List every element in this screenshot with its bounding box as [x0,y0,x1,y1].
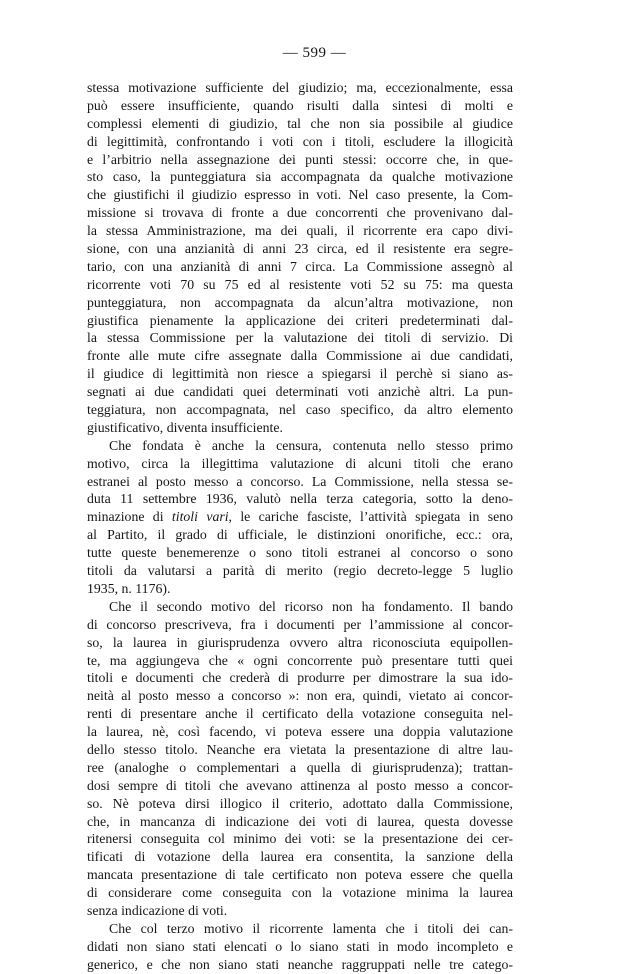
text-line-with-italic [87,508,513,526]
text-line: ricorrente voti 70 su 75 ed al resistente voti 52 su 75: ma questa [87,276,513,292]
paragraph-2 [87,437,513,598]
text-line: motivo, circa la illegittima valutazione di alcuni titoli che erano [87,455,513,471]
text-line: ree (analoghe o complementari a quella di giurisprudenza); trattan- [87,759,513,775]
text-line: fronte alle mute cifre assegnate dalla Commissione ai due candidati, [87,348,513,364]
text-line: di considerare come conseguita con la votazione minima la laurea [87,885,513,901]
text-line: dosi sempre di titoli che avevano attinenza al posto messo a concor- [87,777,513,793]
text-line: neità al posto messo a concorso »: non era, quindi, vietato ai concor- [87,688,513,704]
text-line: di concorso prescriveva, fra i documenti per l’ammissione al concor- [87,616,513,632]
text-line: tutte queste benemerenze o sono titoli estranei al concorso o sono [87,545,513,561]
text-line: il giudice di legittimità non riesce a spiegarsi il perchè si siano as- [87,366,513,382]
text-line: può essere insufficiente, quando risulti dalla sintesi di molti e [87,97,513,113]
text-line: giustifica pienamente la applicazione dei criteri predeterminati dal- [87,312,513,328]
text-line: senza indicazione di voti. [87,902,228,918]
text-line: generico, e che non siano stati neanche raggruppati nelle tre catego- [87,956,513,972]
text-segment: minazione di [87,509,172,525]
text-line: di legittimità, confrontando i voti con i titoli, escludere la illogicità [87,133,513,149]
text-line: mancata presentazione di tale certificato non poteva essere che quella [87,867,513,883]
text-line: dello stesso titolo. Neanche era vietata la presentazione di altre lau- [87,741,513,757]
text-line: renti di presentare anche il certificato della votazione conseguita nel- [87,706,513,722]
text-line: estranei al posto messo a concorso. La Commissione, nella stessa se- [87,473,513,489]
text-line: sione, con una anzianità di anni 23 circa, ed il resistente era segre- [87,241,513,257]
text-line: stessa motivazione sufficiente del giudizio; ma, eccezionalmente, essa [87,80,513,95]
text-line: so, la laurea in giurisprudenza ovvero altra riconosciuta equipollen- [87,634,513,650]
text-line: la stessa Commissione per la valutazione dei titoli di servizio. Di [87,330,513,346]
text-line: la laurea, nè, così facendo, vi poteva essere una doppia valutazione [87,724,513,740]
text-line: tario, con una anzianità di anni 7 circa. La Commissione assegnò al [87,258,513,274]
text-line: missione si trovava di fronte a due concorrenti che provenivano dal- [87,205,513,221]
text-line: duta 11 settembre 1936, valutò nella terza categoria, sotto la deno- [87,491,513,507]
body-text [87,79,513,974]
text-line: segnati ai due candidati quei determinati voti anzichè altri. La pun- [87,384,513,400]
text-line: che, in mancanza di indicazione dei voti di laurea, questa dovesse [87,813,513,829]
text-line: so. Nè poteva dirsi illogico il criterio, adottato dalla Commissione, [87,795,513,811]
text-line: la stessa Amministrazione, ma dei quali, il ricorrente era capo divi- [87,223,513,239]
text-line: 1935, n. 1176). [87,580,171,596]
text-line: teggiatura, non accompagnata, nel caso specifico, da altro elemento [87,402,513,418]
text-line: Che col terzo motivo il ricorrente lamenta che i titoli dei can- [109,920,513,936]
paragraph-3 [87,598,513,920]
paragraph-1 [87,79,513,437]
page-number: — 599 — [282,45,347,61]
text-line: punteggiatura, non accompagnata da alcun’altra motivazione, non [87,294,513,310]
text-line: che giustifichi il giudizio espresso in voti. Nel caso presente, la Com- [87,187,513,203]
text-line: ritenersi conseguita col minimo dei voti: se la presentazione dei cer- [87,831,513,847]
text-line: Che fondata è anche la censura, contenuta nello stesso primo [109,437,513,453]
text-line: e l’arbitrio nella assegnazione dei punti stessi: occorre che, in que- [87,151,513,167]
text-line: al Partito, il grado di ufficiale, le distinzioni onorifiche, ecc.: ora, [87,527,513,543]
text-segment: , le cariche fasciste, l’attività spiegata in seno [228,509,513,525]
text-line: Che il secondo motivo del ricorso non ha fondamento. Il bando [109,598,513,614]
text-line: tificati di votazione della laurea era consentita, la sanzione della [87,849,513,865]
text-line: sto caso, la punteggiatura sia accompagnata da qualche motivazione [87,169,513,185]
text-line: giustificativo, diventa insufficiente. [87,419,283,435]
paragraph-4 [87,920,513,974]
text-line: titoli da valutarsi a parità di merito (regio decreto-legge 5 luglio [87,563,513,579]
text-line: didati non siano stati elencati o lo siano stati in modo incompleto e [87,938,513,954]
text-line: complessi elementi di giudizio, tal che non sia possibile al giudice [87,115,513,131]
italic-term: titoli vari [171,509,229,525]
text-line: titoli e documenti che crederà di produrre per dimostrare la sua ido- [87,670,513,686]
text-line: te, ma aggiungeva che « ogni concorrente può presentare tutti quei [87,652,513,668]
